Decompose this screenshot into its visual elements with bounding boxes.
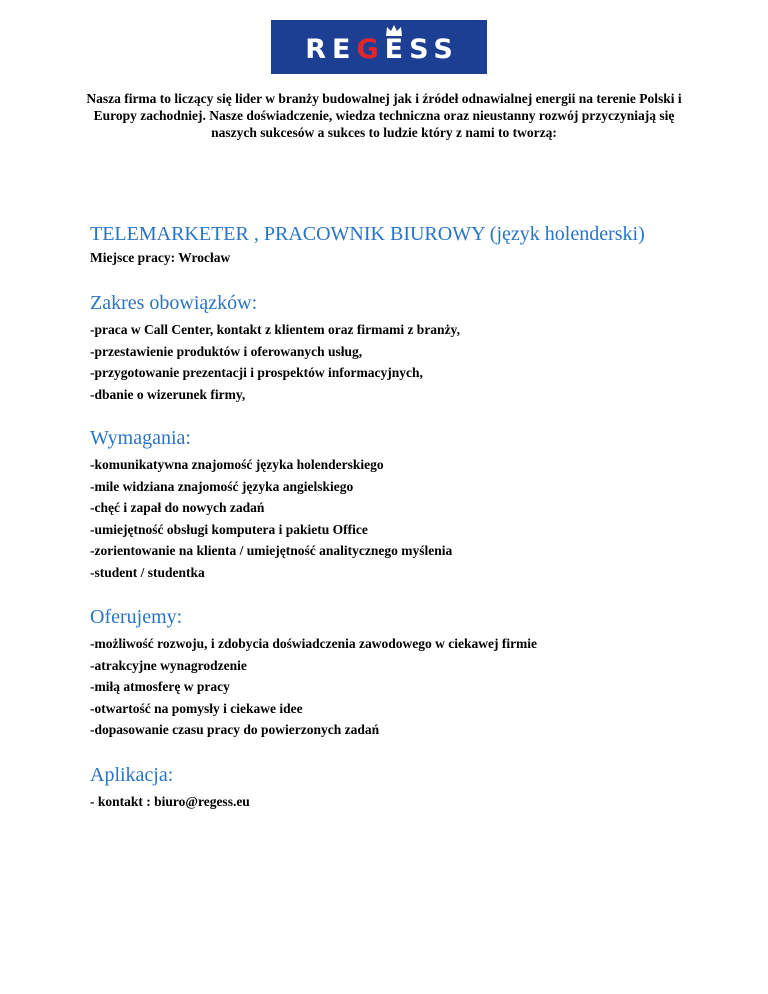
section-title: Aplikacja: bbox=[90, 764, 174, 786]
company-intro: Nasza firma to liczący się lider w branży budowalnej jak i źródeł odnawialnej energii na terenie Polski i Europy zachodniej. Nasze doświadczenie, wiedza techniczna oraz nieustanny rozwój przyczyniają się naszych sukcesów a sukces to ludzie który z nami to tworzą: bbox=[86, 91, 682, 140]
list-item: -dopasowanie czasu pracy do powierzonych zadań bbox=[90, 722, 380, 737]
logo-letter-accent: G bbox=[356, 34, 385, 65]
section-responsibilities bbox=[90, 290, 460, 405]
job-title: TELEMARKETER , PRACOWNIK BIUROWY (język holenderski) bbox=[90, 223, 645, 245]
section-application bbox=[90, 762, 250, 813]
list-item: -atrakcyjne wynagrodzenie bbox=[90, 657, 247, 673]
requirements-list bbox=[90, 454, 452, 583]
section-title: Zakres obowiązków: bbox=[90, 292, 258, 314]
offer-list bbox=[90, 633, 537, 741]
section-requirements bbox=[90, 425, 452, 583]
list-item: -przestawienie produktów i oferowanych usług, bbox=[90, 343, 363, 359]
logo-wordmark bbox=[271, 35, 487, 65]
section-title: Wymagania: bbox=[90, 427, 191, 449]
list-item: -miłą atmosferę w pracy bbox=[90, 679, 230, 694]
list-item: -komunikatywna znajomość języka holenderskiego bbox=[90, 457, 384, 472]
list-item: -możliwość rozwoju, i zdobycia doświadczenia zawodowego w ciekawej firmie bbox=[90, 636, 538, 651]
list-item: -otwartość na pomysły i ciekawe idee bbox=[90, 700, 303, 716]
logo-letter: S bbox=[433, 34, 459, 65]
company-logo bbox=[271, 20, 487, 74]
list-item: -student / studentka bbox=[90, 564, 205, 580]
list-item: -dbanie o wizerunek firmy, bbox=[90, 386, 246, 402]
list-item: -chęć i zapał do nowych zadań bbox=[90, 500, 265, 515]
logo-letter: S bbox=[409, 34, 434, 65]
list-item: -umiejętność obsługi komputera i pakietu Office bbox=[90, 521, 368, 537]
responsibilities-list bbox=[90, 319, 460, 405]
section-offer bbox=[90, 604, 537, 741]
list-item: -zorientowanie na klienta / umiejętność analitycznego myślenia bbox=[90, 543, 453, 558]
contact-email: - kontakt : biuro@regess.eu bbox=[90, 794, 250, 809]
list-item: -praca w Call Center, kontakt z klientem oraz firmami z branży, bbox=[90, 322, 460, 337]
logo-letter: E bbox=[384, 34, 410, 65]
application-list bbox=[90, 791, 250, 813]
list-item: -przygotowanie prezentacji i prospektów informacyjnych, bbox=[90, 365, 423, 380]
list-item: -mile widziana znajomość języka angielskiego bbox=[90, 478, 354, 494]
logo-letter: E bbox=[332, 34, 357, 65]
job-location: Miejsce pracy: Wrocław bbox=[90, 250, 231, 265]
logo-letter: R bbox=[305, 34, 333, 65]
section-title: Oferujemy: bbox=[90, 606, 183, 628]
